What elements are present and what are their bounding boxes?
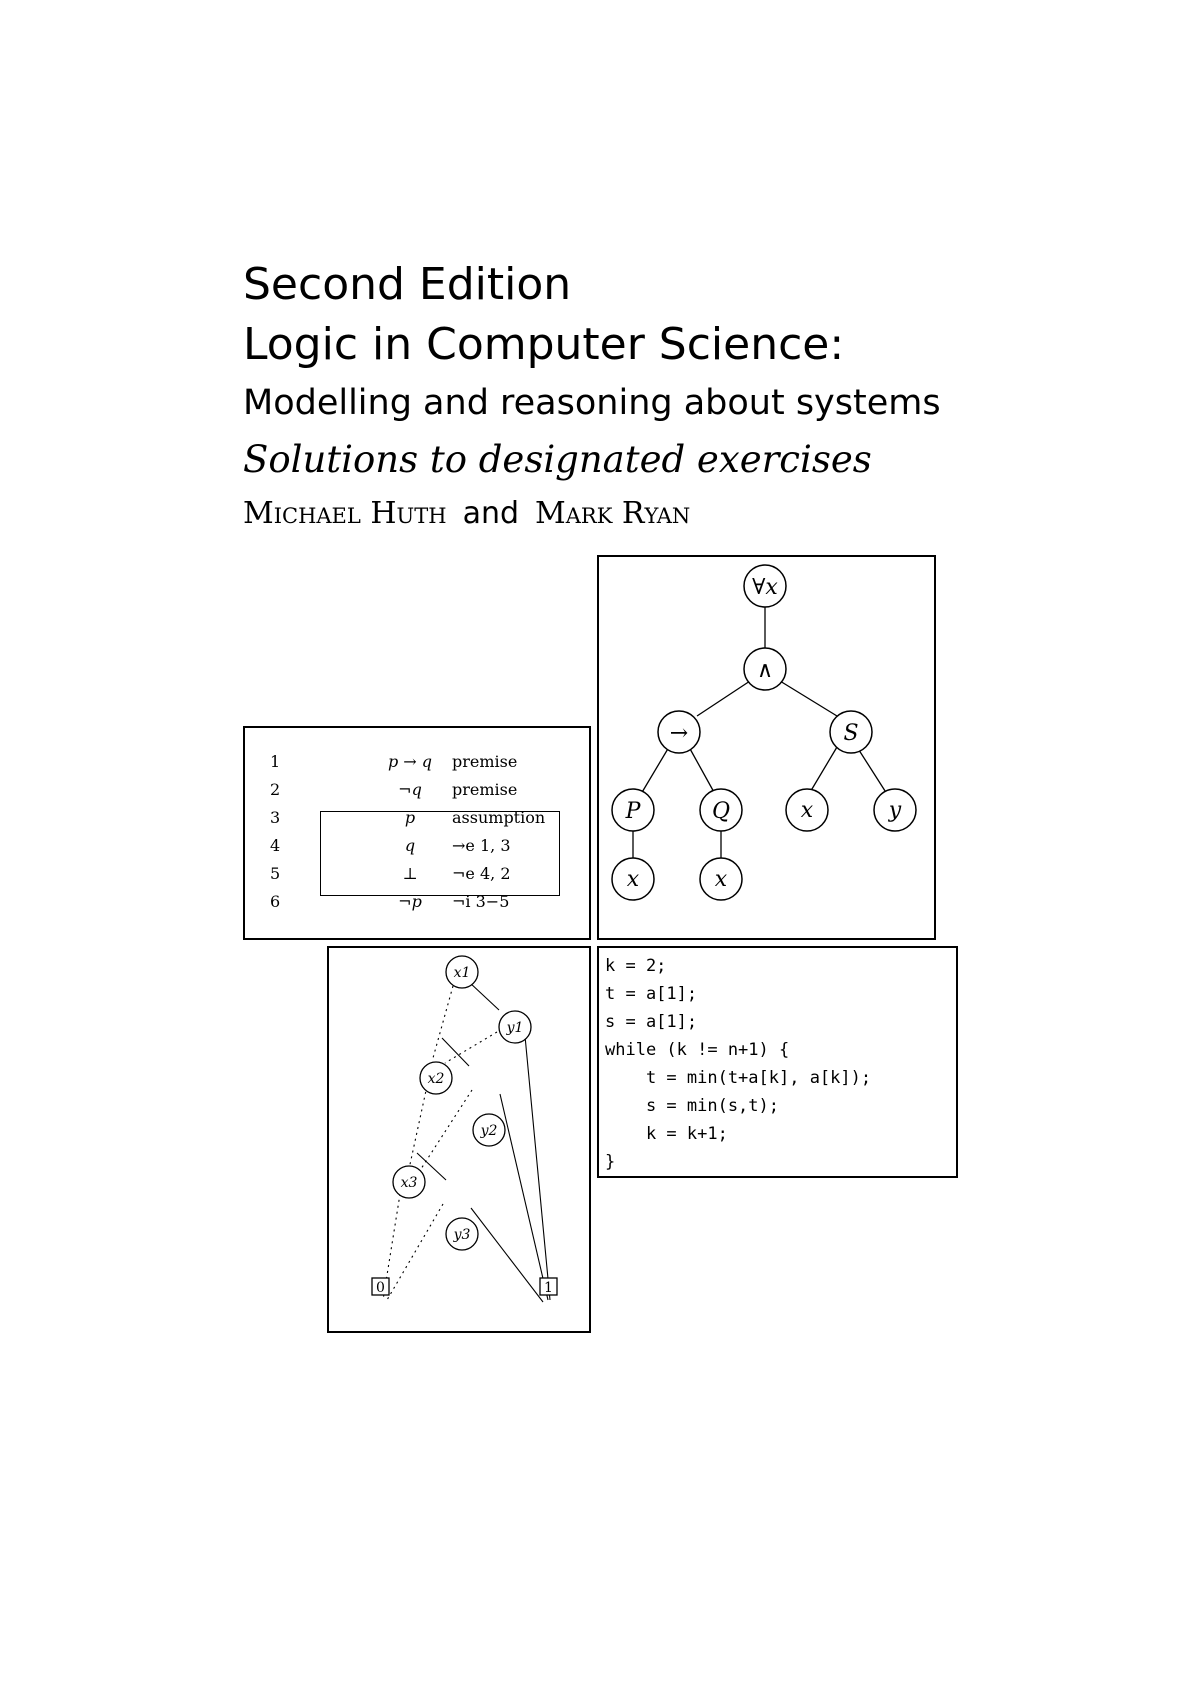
p-label: P: [625, 799, 641, 824]
proof-row: [245, 748, 589, 776]
bdd-high-edge: [442, 1038, 469, 1066]
and-label: ∧: [756, 658, 774, 683]
authors-and: and: [462, 496, 520, 531]
bdd-svg: [329, 948, 588, 1330]
bdd-low-edge: [387, 1204, 443, 1300]
author-huth: Michael Huth: [243, 496, 447, 531]
tree-edge: [641, 747, 669, 794]
bdd-high-edge: [471, 1208, 543, 1302]
edition-label: Second Edition: [243, 259, 572, 310]
bdd-zero-label: 0: [376, 1280, 385, 1296]
code-figure: [597, 946, 958, 1178]
code-line: t = min(t+a[k], a[k]);: [605, 1068, 872, 1088]
x-label: x: [800, 798, 814, 823]
proof-formula: p → q: [387, 752, 433, 771]
proof-formula: q: [404, 836, 416, 855]
proof-row: [245, 776, 589, 804]
bdd-high-edge: [469, 982, 499, 1010]
authors-line: [243, 489, 941, 539]
proof-row: [245, 804, 589, 832]
bdd-high-edge: [500, 1094, 548, 1300]
parse-tree-figure: [597, 555, 936, 940]
proof-formula: p: [404, 808, 416, 827]
cover-title-block: [243, 255, 941, 539]
tree-edge: [697, 681, 750, 716]
proof-formula: ⊥: [402, 864, 418, 883]
proof-line-number: 5: [270, 864, 281, 883]
forall-label: ∀x: [752, 575, 778, 600]
proof-justification: ¬i 3−5: [452, 892, 510, 911]
code-line: s = min(s,t);: [605, 1096, 779, 1116]
bdd-low-edge: [409, 1086, 427, 1169]
parse-tree-svg: [599, 557, 933, 937]
bdd-x2-label: x2: [427, 1071, 445, 1087]
bdd-one-label: 1: [544, 1280, 553, 1296]
proof-justification: →e 1, 3: [452, 836, 511, 855]
proof-row: [245, 860, 589, 888]
tree-edge: [780, 681, 837, 716]
proof-figure: [243, 726, 591, 940]
proof-justification: premise: [452, 780, 518, 799]
proof-justification: assumption: [452, 808, 546, 827]
proof-line-number: 6: [270, 892, 281, 911]
bdd-x1-label: x1: [453, 965, 471, 981]
bdd-low-edge: [419, 1090, 472, 1172]
code-line: }: [605, 1152, 616, 1172]
code-line: t = a[1];: [605, 984, 698, 1004]
code-line: k = 2;: [605, 956, 667, 976]
proof-line-number: 3: [270, 808, 281, 827]
tree-edge: [857, 747, 887, 794]
code-line: k = k+1;: [605, 1124, 728, 1144]
proof-row: [245, 888, 589, 916]
bdd-y1-label: y1: [506, 1020, 524, 1036]
proof-justification: premise: [452, 752, 518, 771]
bdd-figure: [327, 946, 591, 1333]
implies-label: →: [669, 721, 689, 746]
author-ryan: Mark Ryan: [535, 496, 691, 531]
proof-justification: ¬e 4, 2: [452, 864, 511, 883]
tree-edge: [809, 747, 837, 794]
bdd-low-edge: [445, 1032, 497, 1063]
proof-formula: ¬p: [398, 892, 422, 911]
bdd-low-edge: [433, 986, 453, 1058]
proof-line-number: 4: [270, 836, 281, 855]
proof-formula: ¬q: [398, 780, 422, 799]
s-label: S: [843, 721, 859, 746]
bdd-x3-label: x3: [400, 1175, 418, 1191]
tree-edge: [689, 747, 715, 794]
proof-line-number: 1: [270, 752, 281, 771]
solutions-label: Solutions to designated exercises: [243, 438, 872, 481]
code-line: s = a[1];: [605, 1012, 698, 1032]
code-line: while (k != n+1) {: [605, 1040, 790, 1060]
bdd-y2-label: y2: [480, 1123, 498, 1139]
bdd-high-edge: [525, 1036, 550, 1300]
p-x-label: x: [626, 867, 640, 892]
proof-line-number: 2: [270, 780, 281, 799]
proof-row: [245, 832, 589, 860]
y-label: y: [888, 798, 902, 823]
book-title: Logic in Computer Science:: [243, 319, 845, 370]
q-label: Q: [711, 799, 731, 824]
book-subtitle: Modelling and reasoning about systems: [243, 383, 941, 423]
q-x-label: x: [714, 867, 728, 892]
bdd-y3-label: y3: [453, 1227, 471, 1243]
